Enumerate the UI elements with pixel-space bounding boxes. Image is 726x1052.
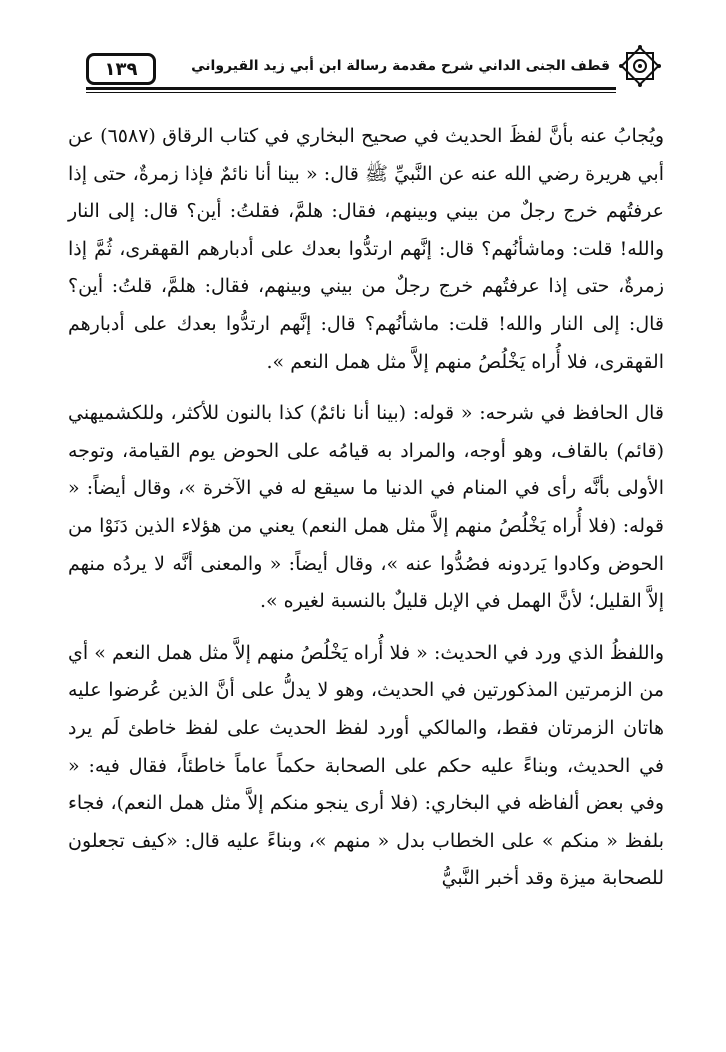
star-ornament-icon <box>618 44 662 88</box>
page-header <box>0 0 726 110</box>
header-rule-thin <box>86 92 616 93</box>
header-rule <box>86 87 616 90</box>
page-number: ١٣٩ <box>86 53 156 85</box>
book-title: قطف الجنى الداني شرح مقدمة رسالة ابن أبي زيد القيرواني <box>191 58 610 74</box>
body-paragraph: واللفظُ الذي ورد في الحديث: « فلا أُراه يَخْلُصُ منهم إلاَّ مثل همل النعم » أي من الزمرتين المذكورتين في الحديث، وهو لا يدلُّ على أنَّ الذين عُرضوا عليه هاتان الزمرتان فقط، والمالكي أورد لفظ الحديث على لفظ خاطئ لَم يرد في الحديث، وبناءً عليه حكم على الصحابة حكماً عاماً خاطئاً، فقال فيه: « وفي بعض ألفاظه في البخاري: (فلا أرى ينجو منكم إلاَّ مثل همل النعم)، فجاء بلفظ « منكم » على الخطاب بدل « منهم »، وبناءً عليه قال: «كيف تجعلون للصحابة ميزة وقد أخبر النَّبيُّ <box>68 641 664 890</box>
body-paragraph: ويُجابُ عنه بأنَّ لفظَ الحديث في صحيح البخاري في كتاب الرقاق (٦٥٨٧) عن أبي هريرة رضي الله عنه عن النَّبيِّ ﷺ قال: « بينا أنا نائمٌ فإذا زمرةٌ، حتى إذا عرفتُهم خرج رجلٌ من بيني وبينهم، فقال: هلمَّ، فقلتُ: أين؟ قال: إلى النار والله! قلت: وماشأنُهم؟ قال: إنَّهم ارتدُّوا بعدك على أدبارهم القهقرى، ثُمَّ إذا زمرةٌ، حتى إذا عرفتُهم خرج رجلٌ من بيني وبينهم، فقال: هلمَّ، قلتُ: أين؟ قال: إلى النار والله! قلت: ماشأنُهم؟ قال: إنَّهم ارتدُّوا بعدك على أدبارهم القهقرى، فلا أُراه يَخْلُصُ منهم إلاَّ مثل همل النعم ». <box>68 125 664 373</box>
body-paragraph: قال الحافظ في شرحه: « قوله: (بينا أنا نائمٌ) كذا بالنون للأكثر، وللكشميهني (قائم) بالقاف، وهو أوجه، والمراد به قيامُه على الحوض يوم القيامة، وتوجه الأولى بأنَّه رأى في المنام في الدنيا ما سيقع له في الآخرة »، وقال أيضاً: « قوله: (فلا أُراه يَخْلُصُ منهم إلاَّ مثل همل النعم) يعني من هؤلاء الذين دَنَوْا من الحوض وكادوا يَردونه فصُدُّوا عنه »، وقال أيضاً: « والمعنى أنَّه لا يردُه منهم إلاَّ القليل؛ لأنَّ الهمل في الإبل قليلٌ بالنسبة لغيره ». <box>68 402 664 613</box>
page-body <box>68 118 664 898</box>
